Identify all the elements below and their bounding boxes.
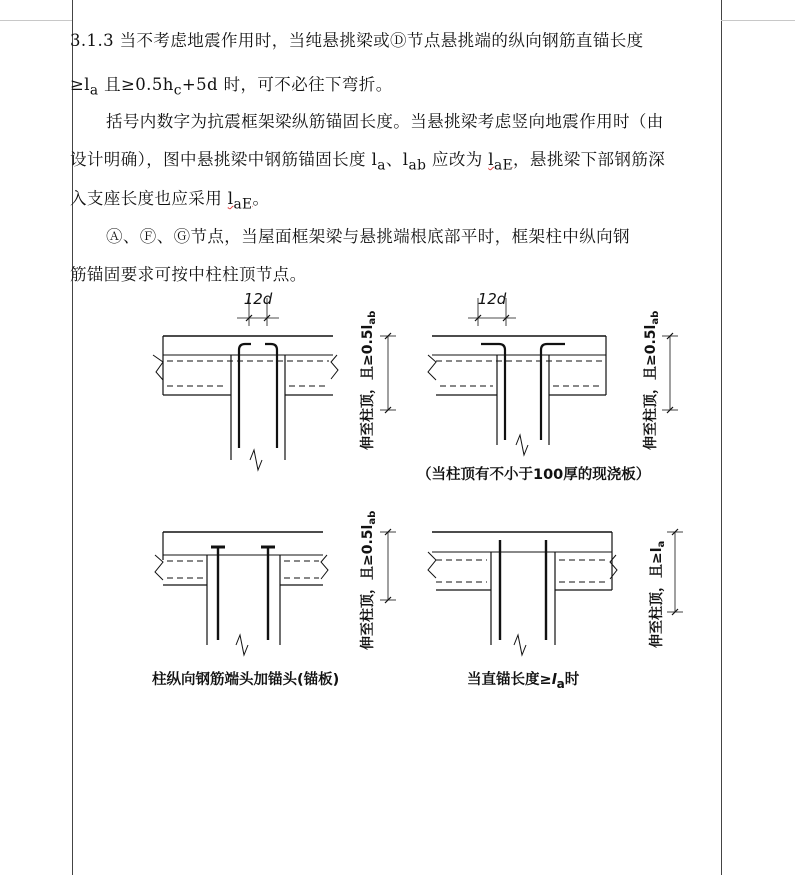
detail-2-cantilever-joint: [428, 298, 678, 455]
dim-12d-label-1: 12d: [243, 290, 273, 308]
caption-anchor-head: 柱纵向钢筋端头加锚头(锚板): [152, 672, 340, 688]
caption-segment: 时: [564, 672, 580, 688]
caption-segment: 当直锚长度≥: [467, 672, 552, 688]
vertical-label-3: 伸至柱顶，且$\ge 0.5l_{ab}$: [360, 510, 378, 650]
paragraph-3-line-2: 筋锚固要求可按中柱柱顶节点。: [70, 265, 307, 284]
paragraph-3-line-1: Ⓐ、Ⓕ、Ⓖ节点，当屋面框架梁与悬挑端根底部平时，框架柱中纵向钢: [106, 227, 630, 246]
text-segment: 入支座长度也应采用: [70, 189, 228, 208]
text-segment: 设计明确），图中悬挑梁中钢筋锚固长度 l: [70, 150, 378, 169]
vertical-label-1: 伸至柱顶，且$\ge 0.5l_{ab}$: [360, 310, 378, 450]
subscript: c: [173, 82, 182, 99]
paragraph-2-line-1: 括号内数字为抗震框架梁纵筋锚固长度。当悬挑梁考虑竖向地震作用时（由: [106, 112, 664, 131]
subscript: ab: [408, 157, 427, 174]
detail-4-straight-anchor-joint: [428, 529, 683, 655]
subscript: a: [89, 82, 99, 99]
text-segment: 、l: [385, 150, 409, 169]
spellcheck-underlined-term: $l_{aE}$: [488, 150, 514, 174]
dim-12d-label-2: 12d: [477, 290, 507, 308]
text-segment: ，悬挑梁下部钢筋深: [513, 150, 666, 169]
text-segment: 应改为: [426, 150, 489, 169]
vertical-label-2: 伸至柱顶，且$\ge 0.5l_{ab}$: [643, 310, 661, 450]
text-segment: ≥l: [70, 75, 90, 94]
spellcheck-underlined-term: $l_{aE}$: [227, 189, 253, 213]
caption-cast-slab: （当柱顶有不小于100厚的现浇板）: [417, 467, 651, 483]
subscript: a: [377, 157, 386, 174]
paragraph-1-line-1: 3.1.3 当不考虑地震作用时，当纯悬挑梁或Ⓓ节点悬挑端的纵向钢筋直锚长度: [70, 31, 644, 50]
caption-variable: l: [551, 672, 557, 688]
vertical-label-4: 伸至柱顶，且$\ge l_a$: [649, 540, 667, 648]
text-segment: 。: [252, 189, 270, 208]
caption-subscript: a: [556, 676, 565, 691]
text-segment: 且≥0.5h: [98, 75, 174, 94]
text-segment: +5d 时，可不必往下弯折。: [181, 75, 393, 94]
caption-straight-anchor: [467, 668, 579, 691]
